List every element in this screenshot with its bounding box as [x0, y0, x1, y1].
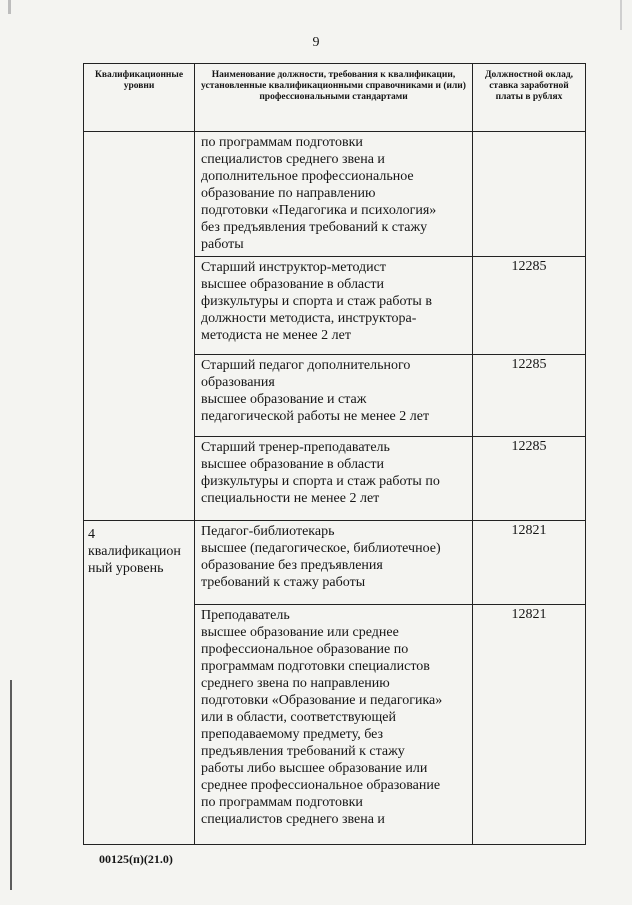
position-description: Старший тренер-преподаватель высшее образование в области физкультуры и спорта и стаж работы по специальности не менее 2 лет: [195, 437, 473, 521]
position-description: по программам подготовки специалистов среднего звена и дополнительное профессиональное образование по направлению подготовки «Педагогика и психология» без предъявления требований к стажу работы: [195, 132, 473, 257]
header-qualification-levels: Квалификационные уровни: [84, 64, 195, 132]
position-description: Старший педагог дополнительного образования высшее образование и стаж педагогической работы не менее 2 лет: [195, 355, 473, 437]
scan-speck: [8, 0, 11, 14]
header-salary: Должностной оклад, ставка заработной платы в рублях: [473, 64, 586, 132]
table-header-row: [84, 64, 586, 132]
position-description: Преподаватель высшее образование или среднее профессиональное образование по программам подготовки специалистов среднего звена по направлению подготовки «Образование и педагогика» или в области, соответствующей преподаваемому предмету, без предъявления требований к стажу работы либо высшее образование или среднее профессиональное образование по программам подготовки специалистов среднего звена и: [195, 605, 473, 845]
header-position-requirements: Наименование должности, требования к квалификации, установленные квалификационными справочниками и (или) профессиональными стандартами: [195, 64, 473, 132]
position-description: Старший инструктор-методист высшее образование в области физкультуры и спорта и стаж работы в должности методиста, инструктора- методиста не менее 2 лет: [195, 257, 473, 355]
page-number: 9: [312, 35, 320, 50]
salary-cell: 12285: [473, 437, 586, 521]
level-cell-4: 4 квалификацион ный уровень: [84, 521, 195, 845]
scan-edge-line: [10, 680, 12, 890]
table-row: [84, 132, 586, 257]
scan-speck: [620, 0, 622, 30]
table-row: [84, 521, 586, 605]
qualification-salary-table: [83, 63, 586, 845]
salary-cell: 12821: [473, 605, 586, 845]
salary-cell: 12285: [473, 355, 586, 437]
position-description: Педагог-библиотекарь высшее (педагогическое, библиотечное) образование без предъявления требований к стажу работы: [195, 521, 473, 605]
salary-cell: 12821: [473, 521, 586, 605]
level-cell-3: [84, 132, 195, 521]
salary-cell: 12285: [473, 257, 586, 355]
document-code: 00125(п)(21.0): [99, 852, 173, 866]
salary-cell: [473, 132, 586, 257]
